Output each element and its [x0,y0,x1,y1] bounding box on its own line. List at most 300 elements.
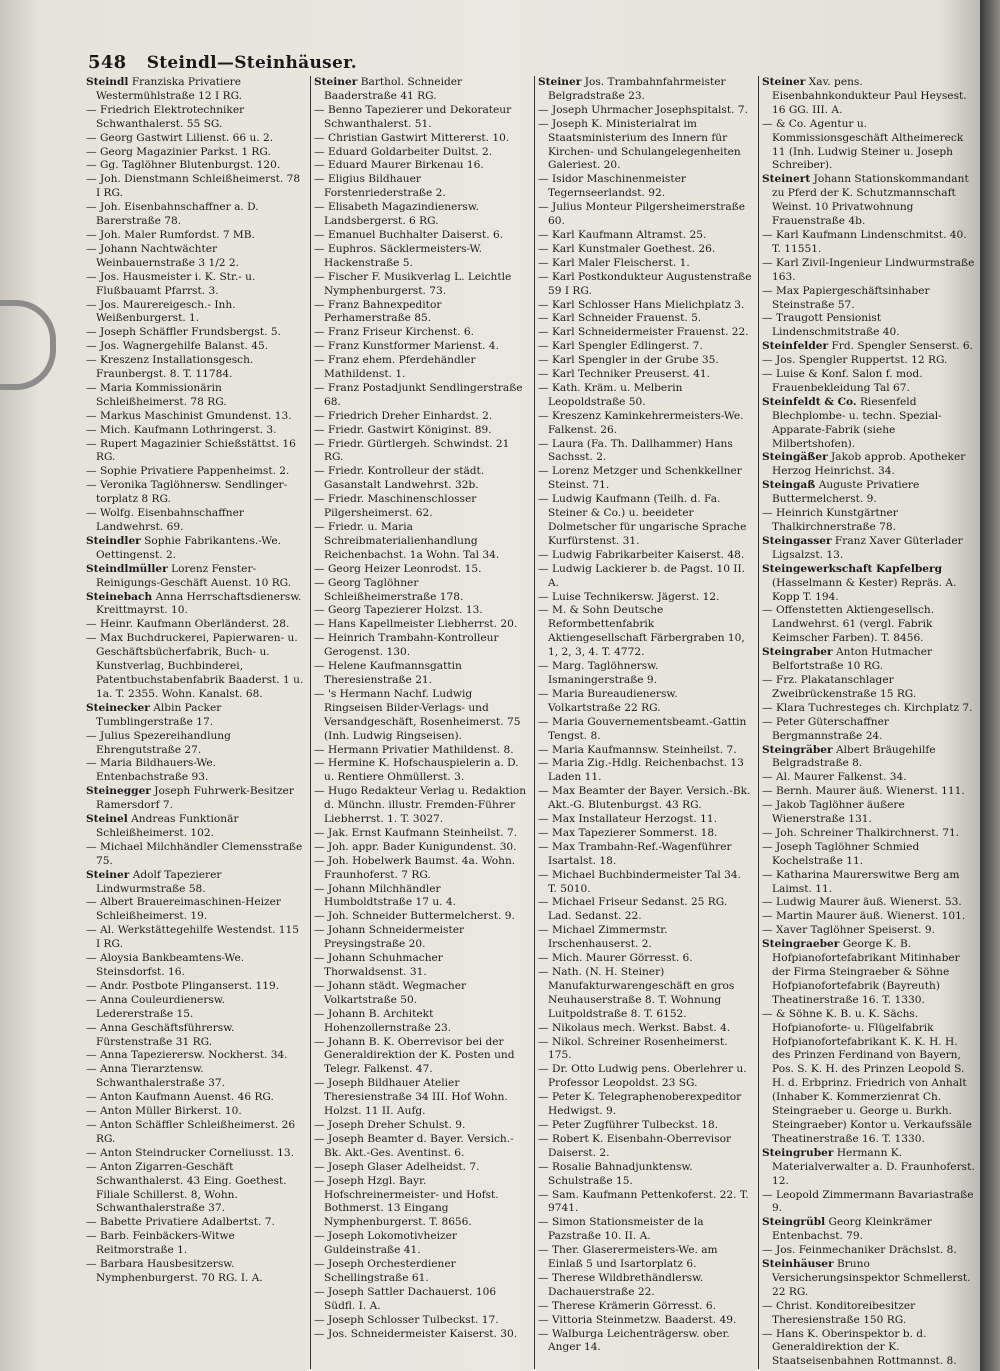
entry-text: Joseph Sattler Dachauerst. 106 Südfl. I. A. [324,1285,497,1312]
directory-entry [538,438,752,466]
directory-entry [314,1175,528,1231]
entry-text: Franziska Privatiere Westermühlstraße 12 I RG. [96,76,243,102]
entry-text: Christ. Konditoreibesitzer Theresienstraße 150 RG. [772,1299,916,1326]
entry-text: Barbara Hausbesitzersw. Nymphenburgerst. 70 RG. I. A. [96,1258,263,1284]
directory-entry [314,465,528,493]
directory-entry [314,883,528,911]
directory-entry [86,1147,304,1161]
entry-text: Hermine K. Hofschauspielerin a. D. u. Rentiere Ohmüllerst. 3. [324,757,519,784]
directory-entry [762,479,976,507]
entry-text: Johann Milchhändler Humboldtstraße 17 u. 4. [324,882,456,909]
entry-text: Max Beamter der Bayer. Versich.-Bk. Akt.-G. Blutenburgst. 43 RG. [548,785,751,812]
entry-text: Nath. (N. H. Steiner) Manufakturwarengeschäft en gros Neuhauserstraße 8. T. Wohnung Luitpoldstraße 8. T. 6152. [548,966,735,1020]
entry-text: Albert Brauereimaschinen-Heizer Schleißheimerst. 19. [96,896,281,923]
directory-entry [86,1216,304,1230]
entry-text: Martin Maurer äuß. Wienerst. 101. [775,910,966,923]
directory-entry [538,1189,752,1217]
entry-text: Robert K. Eisenbahn-Oberrevisor Daiserst. 2. [548,1132,732,1159]
entry-text: & Co. Agentur u. Kommissionsgeschäft Altheimereck 11 (Inh. Ludwig Steiner u. Joseph Schreiber). [772,117,964,172]
entry-text: Karl Spengler in der Grube 35. [551,354,719,367]
directory-entry [314,744,528,758]
entry-text: Anna Geschäftsführersw. Fürstenstraße 31 RG. [96,1021,235,1048]
entry-text: Friedr. u. Maria Schreibmaterialienhandlung Reichenbachst. 1a Wohn. Tal 34. [324,521,500,561]
entry-text: Babette Privatiere Adalbertst. 7. [99,1216,275,1229]
entry-text: Karl Maler Fleischerst. 1. [551,256,690,269]
directory-entry [86,535,304,563]
entry-text: Anna Tierarztensw. Schwanthalerstraße 37. [96,1063,225,1090]
entry-text: Karl Schneidermeister Frauenst. 22. [551,326,749,339]
directory-entry [538,688,752,716]
entry-text: Georg Gastwirt Lilienst. 66 u. 2. [99,131,274,144]
directory-entry [314,354,528,382]
entry-surname: Steiner [538,76,582,88]
entry-text: Joseph Schlosser Tulbeckst. 17. [327,1313,499,1326]
entry-text: Rupert Magazinier Schießstättst. 16 RG. [96,437,296,464]
directory-entry [86,201,304,229]
entry-surname: Steingäßer [762,451,828,464]
entry-surname: Steingasser [762,534,832,547]
entry-text: Friedrich Elektrotechniker Schwanthalerst. 55 SG. [96,103,245,130]
entry-text: Joh. Maler Rumfordst. 7 MB. [99,228,255,241]
entry-surname: Steingaß [762,479,816,492]
entry-text: Joseph Taglöhner Schmied Kochelstraße 11. [772,840,920,867]
entry-text: Andr. Postbote Plinganserst. 119. [99,979,280,992]
directory-entry [762,604,976,646]
directory-entry [86,465,304,479]
entry-text: Marg. Taglöhnersw. Ismaningerstraße 9. [548,660,659,686]
entry-text: Laura (Fa. Th. Dallhammer) Hans Sachsst. 2. [548,437,733,464]
entry-text: Joseph K. Ministerialrat im Staatsministerium des Innern für Kirchen- und Schulangelegenheiten Galeriest. 20. [548,117,741,172]
entry-text: Maria Kaufmannsw. Steinheilst. 7. [551,743,737,756]
directory-entry [538,604,752,660]
entry-text: Karl Techniker Preuserst. 41. [551,368,710,381]
entry-surname: Steiner [86,868,130,881]
entry-text: Franz Xaver Güterlader Ligsalzst. 13. [772,534,963,561]
directory-entry [762,1189,976,1217]
entry-text: Luise Technikersw. Jägerst. 12. [551,590,720,603]
entry-text: Michael Zimmermstr. Irschenhauserst. 2. [548,924,668,951]
directory-entry [314,1077,528,1119]
entry-text: Hermann K. Materialverwalter a. D. Fraunhoferst. 12. [772,1146,975,1187]
directory-entry [538,243,752,257]
directory-entry [86,757,304,785]
directory-entry [314,910,528,924]
directory-entry [314,424,528,438]
entry-text: Eduard Maurer Birkenau 16. [327,159,484,172]
directory-entry [762,924,976,938]
entry-text: (Hasselmann & Kester) Repräs. A. Kopp T. 194. [772,576,957,603]
directory-entry [314,326,528,340]
directory-entry [762,340,976,354]
entry-text: Michael Buchbindermeister Tal 34. T. 5010. [548,868,742,895]
entry-text: Karl Kaufmann Lindenschmitst. 40. T. 11551. [772,228,967,255]
directory-entry [762,1216,976,1244]
directory-entry [762,938,976,1008]
entry-text: Johann B. K. Oberrevisor bei der Generaldirektion der K. Posten und Telegr. Falkenst. 47. [324,1035,515,1076]
directory-entry [314,660,528,688]
entry-text: Aloysia Bankbeamtens-We. Steinsdorfst. 16. [96,952,245,978]
directory-entry [314,618,528,632]
directory-entry [762,674,976,702]
directory-entry [314,159,528,173]
directory-entry [86,479,304,507]
directory-entry [762,799,976,827]
directory-entry [538,744,752,758]
entry-text: Heinrich Kunstgärtner Thalkirchnerstraße 78. [772,507,898,533]
directory-entry [314,271,528,299]
entry-text: Albert Bräugehilfe Belgradstraße 8. [772,743,936,770]
directory-entry [538,173,752,201]
entry-surname: Steinert [762,173,811,186]
directory-entry [762,1008,976,1147]
directory-entry [314,604,528,618]
entry-text: Joh. Eisenbahnschaffner a. D. Barerstraße 78. [96,201,259,228]
directory-entry [538,368,752,382]
entry-surname: Steinfelder [762,340,829,353]
directory-entry [314,229,528,243]
directory-entry [86,354,304,382]
directory-entry [86,785,304,813]
entry-text: Joseph Uhrmacher Josephspitalst. 7. [551,103,748,116]
directory-entry [86,1063,304,1091]
entry-text: Joseph Fuhrwerk-Besitzer Ramersdorf 7. [96,785,294,812]
directory-entry [86,869,304,897]
directory-entry [538,549,752,563]
entry-text: Joh. Schreiner Thalkirchnerst. 71. [775,826,960,839]
entry-text: Elisabeth Magazindienersw. Landsbergerst. 6 RG. [324,201,479,228]
directory-entry [762,396,976,452]
entry-text: Maria Gouvernementsbeamt.-Gattin Tengst. 8. [548,715,747,742]
entry-text: Franz ehem. Pferdehändler Mathildenst. 1. [324,354,476,381]
directory-entry [538,785,752,813]
directory-entry [86,1105,304,1119]
entry-text: Georg Heizer Leonrodst. 15. [327,562,482,575]
entry-text: Isidor Maschinenmeister Tegernseerlandst. 92. [548,173,686,200]
directory-entry [538,1314,752,1328]
directory-entry [314,1314,528,1328]
entry-text: Heinrich Trambahn-Kontrolleur Gerogenst. 130. [324,632,499,659]
entry-text: Lorenz Fenster-Reinigungs-Geschäft Auenst. 10 RG. [96,562,292,589]
entry-text: Nikolaus mech. Werkst. Babst. 4. [551,1021,731,1034]
directory-entry [86,896,304,924]
entry-text: Anna Tapezierersw. Nockherst. 34. [99,1049,288,1062]
entry-text: Joseph Glaser Adelheidst. 7. [327,1160,480,1173]
entry-text: Johann städt. Wegmacher Volkartstraße 50. [324,979,467,1006]
directory-entry [538,1216,752,1244]
entry-text: Joseph Hzgl. Bayr. Hofschreinermeister- und Hofst. Bothmerst. 13 Eingang Nymphenburgerst. T. 8656. [324,1174,499,1229]
directory-columns [86,76,976,1368]
directory-entry [762,451,976,479]
entry-surname: Steindlmüller [86,562,168,575]
directory-entry [538,841,752,869]
directory-entry [762,507,976,535]
directory-entry [86,591,304,619]
entry-text: Georg Tapezierer Holzst. 13. [327,604,483,617]
directory-entry [762,368,976,396]
entry-surname: Steinfeldt & Co. [762,395,857,408]
directory-entry [538,118,752,174]
entry-text: Hermann Privatier Mathildenst. 8. [327,743,514,756]
directory-entry [538,1022,752,1036]
entry-text: Albin Packer Tumblingerstraße 17. [96,701,222,728]
entry-surname: Steiner [314,76,358,88]
directory-entry [314,299,528,327]
entry-text: Katharina Maurerswitwe Berg am Laimst. 11. [772,868,960,895]
entry-text: Andreas Funktionär Schleißheimerst. 102. [96,813,239,839]
directory-entry [314,243,528,271]
directory-entry [762,1244,976,1258]
entry-text: Adolf Tapezierer Lindwurmstraße 58. [96,868,222,895]
directory-entry [314,438,528,466]
entry-text: Euphros. Säcklermeisters-W. Hackenstraße 5. [324,242,482,269]
directory-entry [762,354,976,368]
entry-text: Wolfg. Eisenbahnschaffner Landwehrst. 69. [96,507,244,533]
entry-text: & Söhne K. B. u. K. Sächs. Hofpianoforte- u. Flügelfabrik Hofpianofortefabrikant K. K. H. H. des Prinzen Ferdinand von Bayern, Pos. S. K. H. des Prinzen Leopold S. H. d. Erbprinz. Friedrich von Anhalt (Inhaber K. Kommerzienrat Ch. Steingraeber u. George u. Burkh. Steingraeber) Kontor u. Verkaufssäle Theatinerstraße 16. T. 1330. [772,1007,972,1145]
entry-text: Anna Couleurdienersw. Ledererstraße 15. [96,993,226,1020]
directory-column-4 [758,76,976,1369]
directory-entry [86,952,304,980]
entry-text: Walburga Leichenträgersw. ober. Anger 14. [548,1327,730,1354]
entry-surname: Steingewerkschaft Kapfelberg [762,562,942,575]
directory-entry [86,424,304,438]
entry-text: Mich. Maurer Görresst. 6. [551,952,693,965]
directory-entry [314,952,528,980]
directory-entry [538,757,752,785]
entry-text: Ther. Glaserermeisters-We. am Einlaß 5 und Isartorplatz 6. [548,1244,718,1271]
directory-entry [762,173,976,229]
entry-text: Max Buchdruckerei, Papierwaren- u. Geschäftsbücherfabrik, Buch- u. Kunstverlag, Buchbinderei, Patentbuchstabenfabrik Baaderst. 1 u. 1a. T. 2355. Wohn. Kanalst. 68. [96,632,304,700]
entry-text: Max Tapezierer Sommerst. 18. [551,826,718,839]
directory-entry [86,841,304,869]
directory-entry [762,1300,976,1328]
directory-entry [538,1328,752,1356]
entry-text: Julius Spezereihandlung Ehrengutstraße 27. [96,729,231,756]
directory-entry [314,104,528,132]
entry-text: Friedr. Kontrolleur der städt. Gasanstalt Landwehrst. 32b. [324,465,485,492]
entry-text: 's Hermann Nachf. Ludwig Ringseisen Bilder-Verlags- und Versandgeschäft, Rosenheimerst. 75 (Inh. Ludwig Ringseisen). [324,687,521,742]
entry-text: Franz Postadjunkt Sendlingerstraße 68. [324,381,523,408]
entry-text: Anton Zigarren-Geschäft Schwanthalerst. 43 Eing. Goethest. Filiale Schillerst. 8, Wohn. Schwanthalerstraße 37. [96,1160,287,1215]
directory-entry [538,1244,752,1272]
directory-entry [538,1063,752,1091]
entry-text: Xaver Taglöhner Speiserst. 9. [775,924,935,937]
directory-entry [762,76,976,118]
entry-text: Jos. Schneidermeister Kaiserst. 30. [327,1327,518,1340]
directory-entry [538,813,752,827]
entry-text: Leopold Zimmermann Bavariastraße 9. [772,1188,974,1215]
entry-text: Maria Bureaudienersw. Volkartstraße 22 RG. [548,687,678,714]
directory-entry [314,980,528,1008]
entry-text: Riesenfeld Blechplombe- u. techn. Spezial-Apparate-Fabrik (siehe Milbertshofen). [772,395,942,450]
directory-entry [538,591,752,605]
entry-text: Georg Magazinier Parkst. 1 RG. [99,145,271,158]
entry-text: Maria Kommissionärin Schleißheimerst. 78 RG. [96,381,227,408]
directory-entry [538,1300,752,1314]
directory-entry [762,869,976,897]
directory-entry [314,173,528,201]
page-title: Steindl—Steinhäuser. [146,53,358,73]
directory-entry [538,465,752,493]
entry-text: Friedr. Maschinenschlosser Pilgersheimerst. 62. [324,493,477,520]
directory-entry [314,1258,528,1286]
directory-entry [762,646,976,674]
directory-entry [314,132,528,146]
entry-text: Heinr. Kaufmann Oberländerst. 28. [99,618,290,631]
entry-text: Traugott Pensionist Lindenschmitstraße 40. [772,312,900,339]
entry-text: Max Trambahn-Ref.-Wagenführer Isartalst. 18. [548,840,732,867]
entry-text: Franz Bahnexpeditor Perhamerstraße 85. [324,298,442,325]
directory-entry [762,312,976,340]
entry-text: Sophie Fabrikantens.-We. Oettingenst. 2. [96,534,281,561]
entry-text: Emanuel Buchhalter Daiserst. 6. [327,228,504,241]
directory-entry [538,257,752,271]
directory-entry [314,1008,528,1036]
directory-entry [86,146,304,160]
entry-text: Anton Kaufmann Auenst. 46 RG. [99,1091,274,1104]
directory-entry [538,271,752,299]
entry-text: Michael Milchhändler Clemensstraße 75. [96,840,303,867]
directory-entry [538,1133,752,1161]
directory-entry [314,1036,528,1078]
entry-surname: Steindl [86,76,129,88]
entry-text: Anton Schäffler Schleißheimerst. 26 RG. [96,1118,296,1145]
directory-entry [762,771,976,785]
directory-entry [314,1119,528,1133]
directory-entry [314,757,528,785]
entry-text: Barthol. Schneider Baaderstraße 41 RG. [324,76,463,102]
directory-entry [762,910,976,924]
directory-entry [86,980,304,994]
directory-entry [762,716,976,744]
entry-text: Max Papiergeschäftsinhaber Steinstraße 57. [772,284,930,311]
entry-text: Georg Taglöhner Schleißheimerstraße 178. [324,576,464,603]
entry-text: Karl Spengler Edlingerst. 7. [551,340,703,353]
directory-entry [86,632,304,702]
directory-entry [538,827,752,841]
directory-entry [86,104,304,132]
directory-entry [538,201,752,229]
directory-entry [538,869,752,897]
directory-entry [86,813,304,841]
directory-entry [762,744,976,772]
entry-text: Joh. Hobelwerk Baumst. 4a. Wohn. Fraunhoferst. 7 RG. [324,854,516,881]
entry-text: Ludwig Kaufmann (Teilh. d. Fa. Steiner & Co.) u. beeideter Dolmetscher für ungarische Sprache Kurfürstenst. 31. [548,493,747,547]
entry-text: Ludwig Fabrikarbeiter Kaiserst. 48. [551,548,745,561]
directory-entry [86,229,304,243]
entry-text: Gg. Taglöhner Blutenburgst. 120. [99,159,281,172]
directory-entry [538,326,752,340]
entry-text: Eduard Goldarbeiter Dultst. 2. [327,145,493,158]
entry-text: Jos. Maurereigesch.- Inh. Weißenburgerst. 1. [96,298,236,325]
entry-text: Julius Monteur Pilgersheimerstraße 60. [548,201,746,228]
entry-text: Veronika Taglöhnersw. Sendlinger-torplatz 8 RG. [96,479,288,506]
entry-text: Jos. Wagnergehilfe Balanst. 45. [99,340,269,353]
entry-text: Friedrich Dreher Einhardst. 2. [327,409,493,422]
directory-entry [762,535,976,563]
directory-entry [762,118,976,174]
entry-text: Hugo Redakteur Verlag u. Redaktion d. Münchn. illustr. Fremden-Führer Liebherrst. 1. T. 3027. [324,785,527,826]
directory-entry [538,1272,752,1300]
entry-text: Barb. Feinbäckers-Witwe Reitmorstraße 1. [96,1230,235,1257]
directory-entry [314,410,528,424]
directory-entry [314,1133,528,1161]
entry-text: Jos. Feinmechaniker Drächslst. 8. [775,1244,957,1257]
directory-entry [314,841,528,855]
directory-entry [86,1091,304,1105]
entry-text: Bernh. Maurer äuß. Wienerst. 111. [775,785,965,798]
entry-text: Franz Kunstformer Marienst. 4. [327,340,499,353]
entry-text: Joseph Lokomotivheizer Guldeinstraße 41. [324,1230,457,1257]
entry-text: Franz Friseur Kirchenst. 6. [327,326,474,339]
directory-entry [314,1328,528,1342]
entry-surname: Steinhäuser [762,1258,834,1271]
directory-entry [538,76,752,104]
entry-text: Jos. Hausmeister i. K. Str.- u. Flußbauamt Pfarrst. 3. [96,270,256,297]
directory-entry [538,966,752,1022]
book-binding-edge [980,0,1000,1371]
directory-entry [86,382,304,410]
entry-text: Karl Schneider Frauenst. 5. [551,312,702,325]
entry-text: Karl Kaufmann Altramst. 25. [551,228,707,241]
entry-text: Ludwig Lackierer b. de Pagst. 10 II. A. [548,562,746,589]
entry-text: Fischer F. Musikverlag L. Leichtle Nymphenburgerst. 73. [324,270,512,297]
entry-text: Anton Müller Birkerst. 10. [99,1105,242,1118]
entry-text: Al. Werkstättegehilfe Westendst. 115 I RG. [96,924,300,951]
entry-text: Luise & Konf. Salon f. mod. Frauenbekleidung Tal 67. [772,368,923,394]
directory-entry [314,1230,528,1258]
entry-surname: Steingraeber [762,938,840,951]
entry-text: Frd. Spengler Senserst. 6. [831,340,974,353]
directory-entry [538,896,752,924]
entry-text: Max Installateur Herzogst. 11. [551,813,717,826]
directory-entry [86,173,304,201]
entry-text: Lorenz Metzger und Schenkkellner Steinst. 71. [548,465,742,492]
directory-entry [538,493,752,549]
directory-entry [538,229,752,243]
directory-entry [314,1286,528,1314]
directory-entry [86,1049,304,1063]
entry-text: Hans K. Oberinspektor b. d. Generaldirektion der K. Staatseisenbahnen Rottmannst. 8. [772,1327,957,1368]
directory-entry [86,1230,304,1258]
entry-surname: Steingraber [762,646,833,659]
directory-entry [762,785,976,799]
entry-surname: Steinegger [86,785,151,798]
entry-text: Jos. Trambahnfahrmeister Belgradstraße 23. [548,76,726,102]
directory-entry [314,688,528,744]
entry-text: Xav. pens. Eisenbahnkondukteur Paul Heysest. 16 GG. III. A. [772,76,967,116]
directory-entry [86,702,304,730]
paper-clip-mark [0,300,56,390]
directory-entry [538,563,752,591]
entry-text: Karl Schlosser Hans Mielichplatz 3. [551,298,745,311]
entry-text: Kreszenz Installationsgesch. Fraunbergst. 8. T. 11784. [96,354,254,381]
directory-entry [86,563,304,591]
entry-text: Joh. appr. Bader Kunigundenst. 30. [327,840,517,853]
entry-text: Jak. Ernst Kaufmann Steinheilst. 7. [327,826,518,839]
entry-text: Joh. Schneider Buttermelcherst. 9. [327,910,515,923]
page-number: 548 [88,52,127,73]
entry-text: Therese Wildbrethändlersw. Dachauerstraße 22. [548,1271,704,1298]
entry-text: Joseph Orchesterdiener Schellingstraße 61. [324,1258,456,1284]
directory-entry [314,924,528,952]
directory-entry [86,299,304,327]
entry-text: Johann Nachtwächter Weinbauernstraße 3 1/2 2. [96,242,239,269]
entry-text: Helene Kaufmannsgattin Theresienstraße 21. [324,660,462,686]
entry-text: Joh. Dienstmann Schleißheimerst. 78 I RG. [96,173,301,200]
entry-text: Joseph Schäffler Frundsbergst. 5. [99,326,281,339]
directory-column-3 [534,76,752,1369]
entry-text: Markus Maschinist Gmundenst. 13. [99,409,292,422]
